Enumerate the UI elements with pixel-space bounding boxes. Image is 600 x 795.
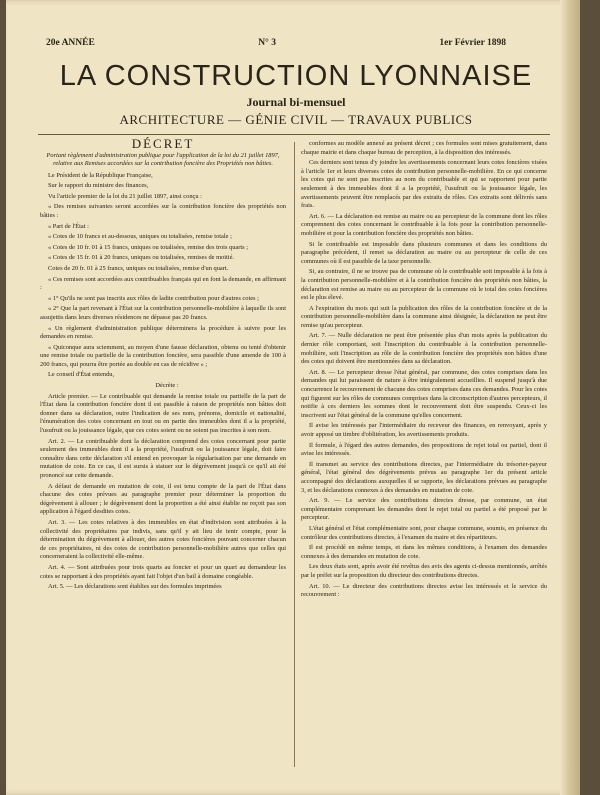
paragraph: Art. 3. — Les cotes relatives à des immeubles en état d'indivision sont attribuées à la collectivité des propriétaires par indivis, sans qu'il y ait lieu de tenir compte, pour la détermination du dégrèvement à allouer, des autres cotes foncières pouvant concerner chacun de ces propriétaires, ni des cotes de contribution personnelle-mobilière autres que celles qui concerneraient la collectivité elle-même.	[40, 518, 286, 561]
paragraph: Le conseil d'État entendu,	[48, 371, 115, 379]
paragraph: Cotes de 20 fr. 01 à 25 francs, uniques ou totalisées, remise d'un quart.	[48, 264, 229, 272]
paragraph: Art. 5. — Les déclarations sont établies sur des formules imprimées	[48, 583, 222, 591]
paragraph: Décrète :	[155, 382, 179, 390]
paragraph: « Cotes de 15 fr. 01 à 20 francs, uniques ou totalisées, remises de moitié.	[48, 254, 234, 262]
paragraph: « Ces remises sont accordées aux contribuables français qui en font la demande, en affirmant :	[40, 275, 286, 292]
journal-subtitle: Journal bi-mensuel	[246, 95, 346, 109]
journal-page	[6, 0, 580, 795]
paragraph: « 2° Que la part revenant à l'État sur la contribution personnelle-mobilière à laquelle ils sont assujettis dans leurs diverses résidences ne dépasse pas 20 francs.	[40, 305, 286, 321]
paragraph: Art. 4. — Sont attribuées pour trois quarts au foncier et pour un quart au demandeur les cotes se rapportant à des propriétés ayant fait l'objet d'un bail à domaine congéable.	[40, 563, 286, 580]
paragraph: Il est procédé en même temps, et dans les mêmes conditions, à l'examen des demandes connexes à des demandes en mutation de cote.	[301, 544, 547, 560]
paragraph: Art. 2. — Le contribuable dont la déclaration comprend des cotes concernant pour partie seulement des immeubles dont il a la propriété, l'usufruit ou la jouissance légale, doit faire connaître dans cette déclaration s'il entend en provoquer la régularisation par une demande en mutation de cote. En ce cas, il est sursis à statuer sur le dégrèvement jusqu'à ce qu'il ait été prononcé sur cette demande.	[40, 437, 286, 479]
paragraph: L'état général et l'état complémentaire sont, pour chaque commune, soumis, en présence du contrôleur des contributions directes, à l'examen du maire et des répartiteurs.	[301, 524, 547, 541]
paragraph: Il avise les intéressés par l'intermédiaire du receveur des finances, en renvoyant, après y avoir apposé un timbre d'oblitération, les avertissements produits.	[301, 422, 547, 438]
right-column-body	[301, 140, 547, 600]
paragraph: conformes au modèle annexé au présent décret ; ces formules sont mises gratuitement, dans chaque mairie et dans chaque bureau de perception, à la disposition des intéressés.	[301, 140, 547, 156]
paragraph: Ces derniers sont tenus d'y joindre les avertissements concernant leurs cotes foncières visées à l'article 1er et leurs diverses cotes de contribution personnelle-mobilière. En ce qui concerne les cotes qui ne sont pas inscrites au nom du contribuable et qui se rapportent pour partie seulement à des immeubles dont il a la propriété, l'usufruit ou la jouissance légale, les avertissements peuvent être remplacés par des extraits de rôles. Ces extraits sont délivrés sans frais.	[301, 159, 547, 210]
paragraph: « Part de l'État :	[48, 222, 89, 230]
left-column-body	[40, 172, 286, 592]
article-intro: Portant règlement d'administration publique pour l'application de la loi du 21 juillet 1897, relative aux Remises accordées sur la contribution foncière des Propriétés non bâties.	[46, 151, 280, 167]
paragraph: Art. 9. — Le service des contributions directes dresse, par commune, un état complémentaire comprenant les demandes dont le rejet total ou partiel a été proposé par le percepteur.	[301, 497, 547, 522]
paragraph: « Un règlement d'administration publique déterminera la procédure à suivre pour les demandes en remise.	[40, 324, 286, 341]
paragraph: Art. 7. — Nulle déclaration ne peut être présentée plus d'un mois après la publication du dernier rôle comportant, soit l'inscription du contribuable à la contribution personnelle-mobilière, soit l'inscription au rôle de la contribution foncière des propriétés non bâties d'une des cotes qui doivent être mentionnées dans sa déclaration.	[301, 332, 547, 366]
issue-number: N° 3	[258, 38, 276, 48]
paragraph: Le Président de la République Française,	[48, 171, 153, 179]
paragraph: Art. 10. — Le directeur des contributions directes avise les intéressés et le service du recouvrement :	[301, 582, 547, 599]
paragraph: A défaut de demande en mutation de cote, il est tenu compte de la part de l'État dans chacune des cotes prévues au paragraphe premier pour déterminer la proportion du dégrèvement à allouer ; le dégrèvement dont la proportion a été ainsi établie ne reçoit pas son application à l'égard desdites cotes.	[40, 482, 286, 516]
masthead	[26, 60, 566, 128]
issue-date: 1er Février 1898	[439, 38, 506, 48]
article-heading: DÉCRET	[131, 136, 195, 151]
right-column	[301, 140, 547, 602]
paragraph: Art. 6. — La déclaration est remise au maire ou au percepteur de la commune dont les rôles comprennent des cotes concernant le contribuable à la fois pour la contribution personnelle-mobilière et pour la contribution foncière des propriétés non bâties.	[301, 212, 547, 237]
journal-title: LA CONSTRUCTION LYONNAISE	[59, 60, 533, 92]
paragraph: A l'expiration du mois qui suit la publication des rôles de la contribution foncière et de la contribution personnelle-mobilière dans la commune ainsi désignée, la déclaration ne peut être remise qu'au percepteur.	[301, 304, 547, 329]
paragraph: Il transmet au service des contributions directes, par l'intermédiaire du trésorier-payeur général, l'état général des dégrèvements prévus au paragraphe 1er du présent article accompagné des déclarations auxquelles il se rapporte, les déclarations prévues au paragraphe 3, et les déclarations connexes à des demandes en mutation de cote.	[301, 460, 547, 494]
paragraph: Vu l'article premier de la loi du 21 juillet 1897, ainsi conçu :	[48, 192, 202, 200]
paragraph: « Quiconque aura sciemment, au moyen d'une fausse déclaration, obtenu ou tenté d'obtenir une remise totale ou partielle de la contribution foncière, sera passible d'une amende de 100 à 200 francs, qui pourra être portée au double en cas de récidive » ;	[40, 343, 286, 368]
journal-sections: ARCHITECTURE — GÉNIE CIVIL — TRAVAUX PUBLICS	[119, 112, 473, 127]
paragraph: « Cotes de 10 francs et au-dessous, uniques ou totalisées, remise totale ;	[48, 233, 232, 241]
paragraph: Article premier. — Le contribuable qui demande la remise totale ou partielle de la part de l'État dans la contribution foncière dont il est passible à raison de propriétés non bâties doit donner dans sa déclaration, outre l'indication de ses nom, prénoms, domicile et nationalité, l'énumération des cotes concernant en tout ou en partie des immeubles dont il a la propriété, l'usufruit ou la jouissance légale, que ces cotes soient ou ne soient pas inscrites à son nom.	[40, 392, 286, 435]
paragraph: « Des remises suivantes seront accordées sur la contribution foncière des propriétés non bâties :	[40, 203, 286, 219]
paragraph: Les deux états sont, après avoir été revêtus des avis des agents ci-dessus mentionnés, arrêtés par le préfet sur la proposition du directeur des contributions directes.	[301, 563, 547, 579]
paragraph: Il formule, à l'égard des autres demandes, des propositions de rejet total ou partiel, dont il avise les intéressés.	[301, 441, 547, 458]
left-column	[40, 136, 286, 594]
paragraph: Sur le rapport du ministre des finances,	[48, 182, 149, 190]
paragraph: « Cotes de 10 fr. 01 à 15 francs, uniques ou totalisées, remise des trois quarts ;	[48, 243, 249, 251]
issue-header	[46, 38, 506, 48]
masthead-rule	[38, 134, 550, 135]
issue-year: 20e ANNÉE	[46, 38, 95, 48]
paragraph: Si le contribuable est imposable dans plusieurs communes et dans les conditions du paragraphe précédent, il remet sa déclaration au maire ou au percepteur de celle de ces communes où il est passible de la taxe personnelle.	[301, 240, 547, 265]
paragraph: « 1° Qu'ils ne sont pas inscrits aux rôles de ladite contribution pour d'autres cotes ;	[48, 294, 259, 302]
column-divider	[294, 142, 295, 767]
paragraph: Art. 8. — Le percepteur dresse l'état général, par commune, des cotes comprises dans les demandes qui lui paraissent de nature à être intégralement accueillies. Il suspend jusqu'à due concurrence le recouvrement de chacune des cotes comprises dans ces demandes. Pour les cotes qui figurent sur les rôles de communes comprises dans la circonscription d'autres percepteurs, il notifie à ces derniers les sommes dont le recouvrement doit être suspendu. Ceux-ci les inscrivent sur l'état général de la commune qu'elles concernent.	[301, 368, 547, 419]
paragraph: Si, au contraire, il ne se trouve pas de commune où le contribuable soit imposable à la fois à la contribution personnelle-mobilière et à la contribution foncière des propriétés non bâties, la déclaration est remise au maire ou au percepteur de la commune où le total des cotes foncières est le plus élevé.	[301, 268, 547, 302]
